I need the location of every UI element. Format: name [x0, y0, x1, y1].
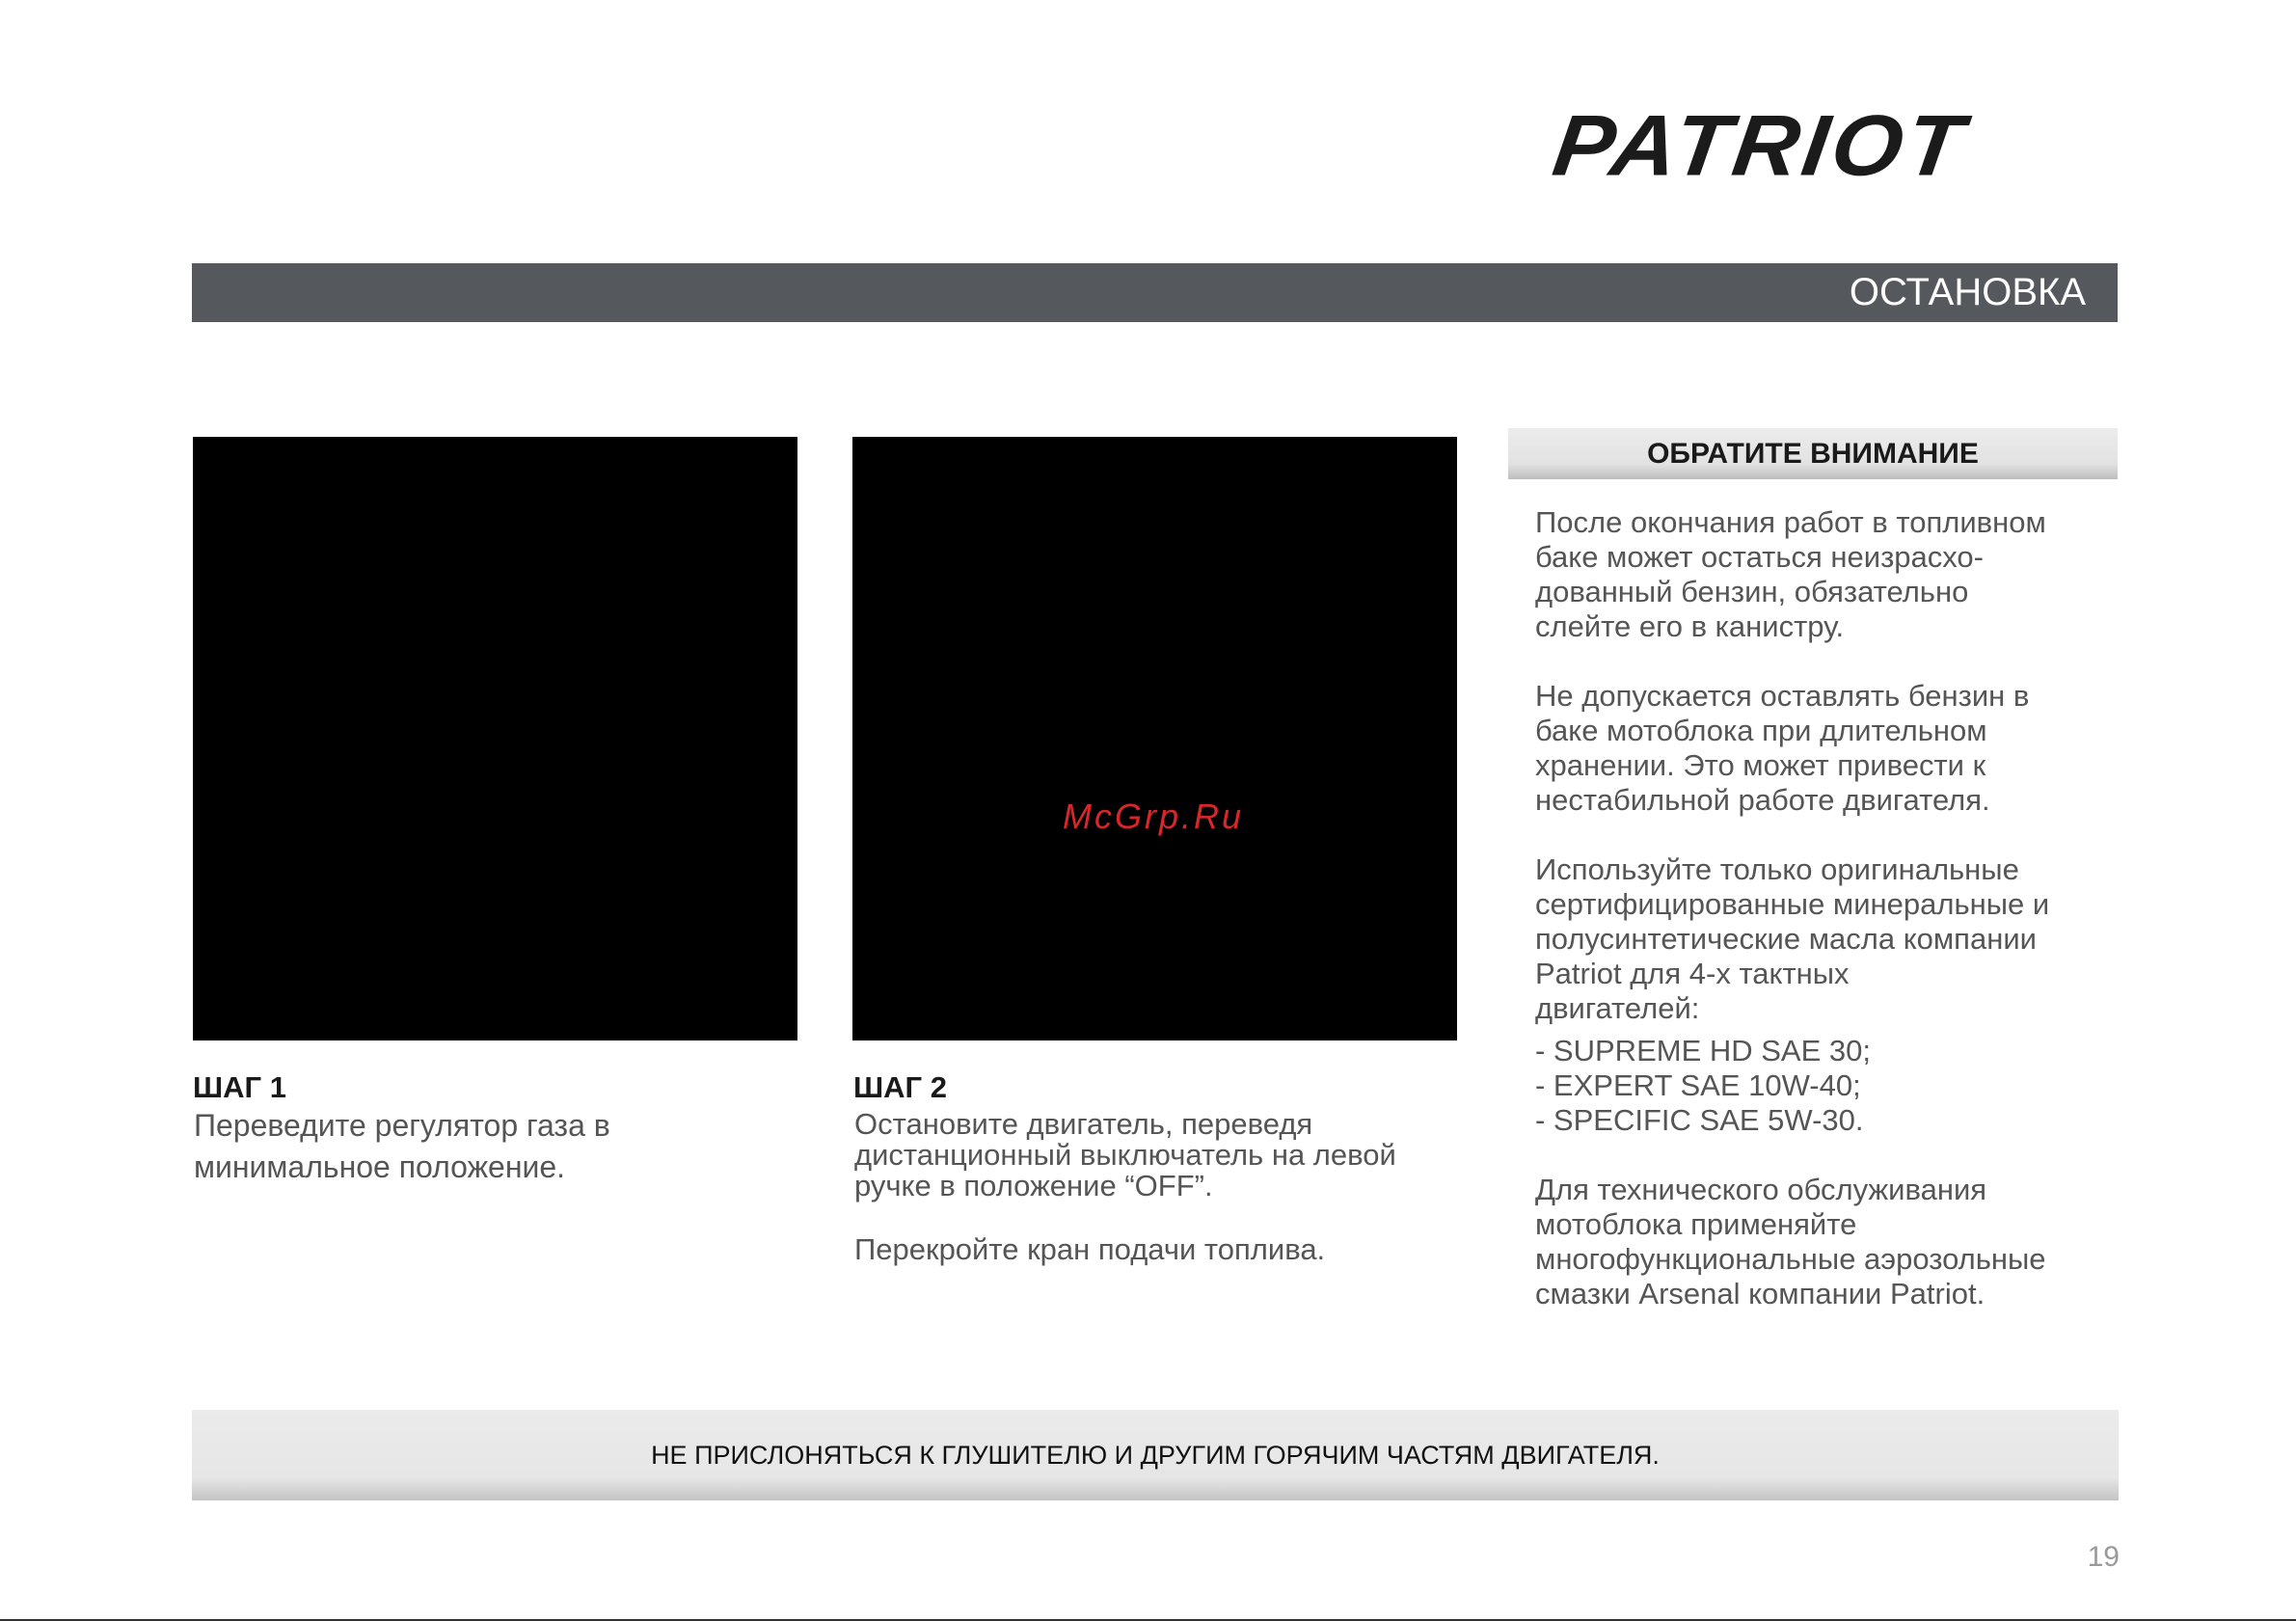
oil-list-item: - SUPREME HD SAE 30; — [1535, 1034, 1871, 1067]
watermark-text: McGrp.Ru — [1063, 797, 1245, 836]
hot-parts-warning: НЕ ПРИСЛОНЯТЬСЯ К ГЛУШИТЕЛЮ И ДРУГИМ ГОРЯЧИМ ЧАСТЯМ ДВИГАТЕЛЯ. — [192, 1410, 2119, 1500]
step-2-title: ШАГ 2 — [853, 1070, 947, 1104]
patriot-logo: PATRIOT — [1547, 96, 1973, 194]
notice-paragraph-fuel: После окончания работ в топливном баке может остаться неизрасхо- дованный бензин, обязательно слейте его в канистру. — [1535, 505, 2046, 643]
step-1-photo — [193, 437, 797, 1040]
step-2-text: Остановите двигатель, переведя дистанционный выключатель на левой ручке в положение “OFF”. — [854, 1107, 1396, 1202]
step-2-photo — [852, 437, 1457, 1040]
oil-list-item: - SPECIFIC SAE 5W-30. — [1535, 1103, 1864, 1137]
oil-list-item: - EXPERT SAE 10W-40; — [1535, 1068, 1861, 1102]
section-title: ОСТАНОВКА — [1849, 271, 2086, 313]
step-1-text: Переведите регулятор газа в минимальное положение. — [194, 1108, 610, 1184]
step-1-title: ШАГ 1 — [193, 1070, 286, 1104]
notice-heading: ОБРАТИТЕ ВНИМАНИЕ — [1508, 428, 2118, 479]
oil-list — [1535, 1034, 2114, 1138]
notice-body — [1535, 505, 2114, 1346]
section-title-bar — [192, 263, 2118, 322]
notice-paragraph-storage: Не допускается оставлять бензин в баке мотоблока при длительном хранении. Это может привести к нестабильной работе двигателя. — [1535, 679, 2030, 817]
notice-paragraph-oils: Используйте только оригинальные сертифицированные минеральные и полусинтетические масла компании Patriot для 4-х тактных двигателей: — [1535, 852, 2050, 1025]
notice-paragraph-maintenance: Для технического обслуживания мотоблока применяйте многофункциональные аэрозольные смазки Arsenal компании Patriot. — [1535, 1173, 2046, 1310]
step-2-text-secondary: Перекройте кран подачи топлива. — [854, 1232, 1326, 1266]
page-number: 19 — [2087, 1541, 2120, 1573]
